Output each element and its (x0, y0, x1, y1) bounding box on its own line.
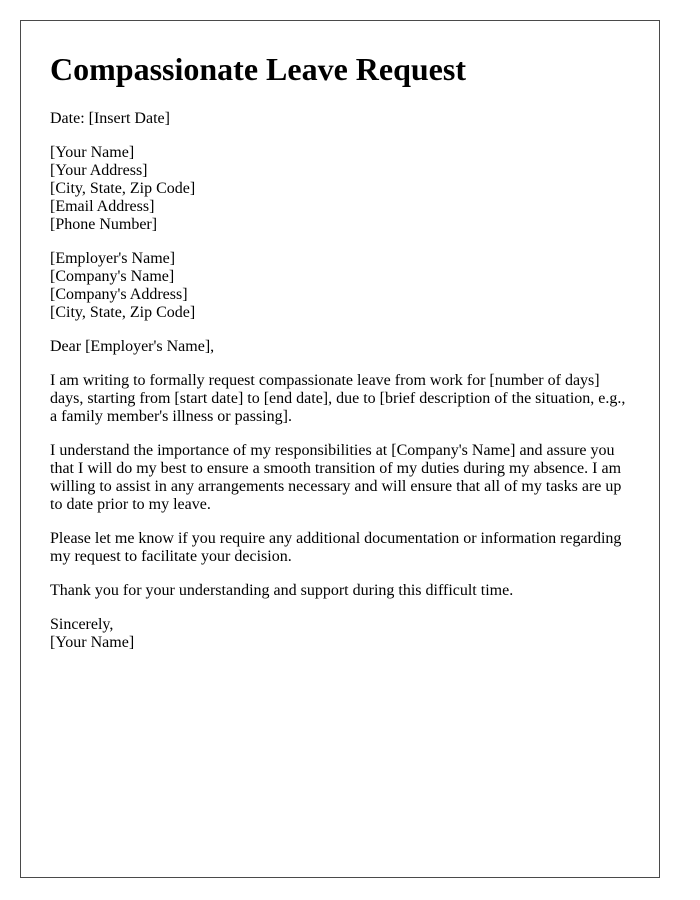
recipient-employer-name: [Employer's Name] (50, 250, 176, 267)
letter-title: Compassionate Leave Request (50, 51, 466, 87)
sender-name: [Your Name] (50, 144, 135, 161)
recipient-company-address: [Company's Address] (50, 286, 188, 303)
closing: Sincerely, (50, 616, 114, 633)
sender-address: [Your Address] (50, 162, 148, 179)
date-line: Date: [Insert Date] (50, 110, 170, 127)
sender-city-state-zip: [City, State, Zip Code] (50, 180, 196, 197)
body-paragraph: Thank you for your understanding and support during this difficult time. (50, 582, 514, 599)
sender-email: [Email Address] (50, 198, 155, 215)
body-paragraph: Please let me know if you require any additional documentation or information regarding my request to facilitate your decision. (50, 530, 622, 565)
body-paragraph: I understand the importance of my responsibilities at [Company's Name] and assure you that I will do my best to ensure a smooth transition of my duties during my absence. I am willing to assist in any arrangements necessary and will ensure that all of my tasks are up to date prior to my leave. (50, 442, 622, 513)
sender-block (50, 144, 635, 234)
letter-page (20, 20, 660, 878)
recipient-city-state-zip: [City, State, Zip Code] (50, 304, 196, 321)
recipient-block (50, 250, 635, 322)
letter-content (50, 50, 635, 668)
signature: [Your Name] (50, 634, 135, 651)
recipient-company-name: [Company's Name] (50, 268, 175, 285)
salutation: Dear [Employer's Name], (50, 338, 215, 355)
sender-phone: [Phone Number] (50, 216, 158, 233)
closing-block (50, 616, 635, 652)
body-paragraph: I am writing to formally request compassionate leave from work for [number of days] days, starting from [start date] to [end date], due to [brief description of the situation, e.g., a family member's illness or passing]. (50, 372, 626, 425)
